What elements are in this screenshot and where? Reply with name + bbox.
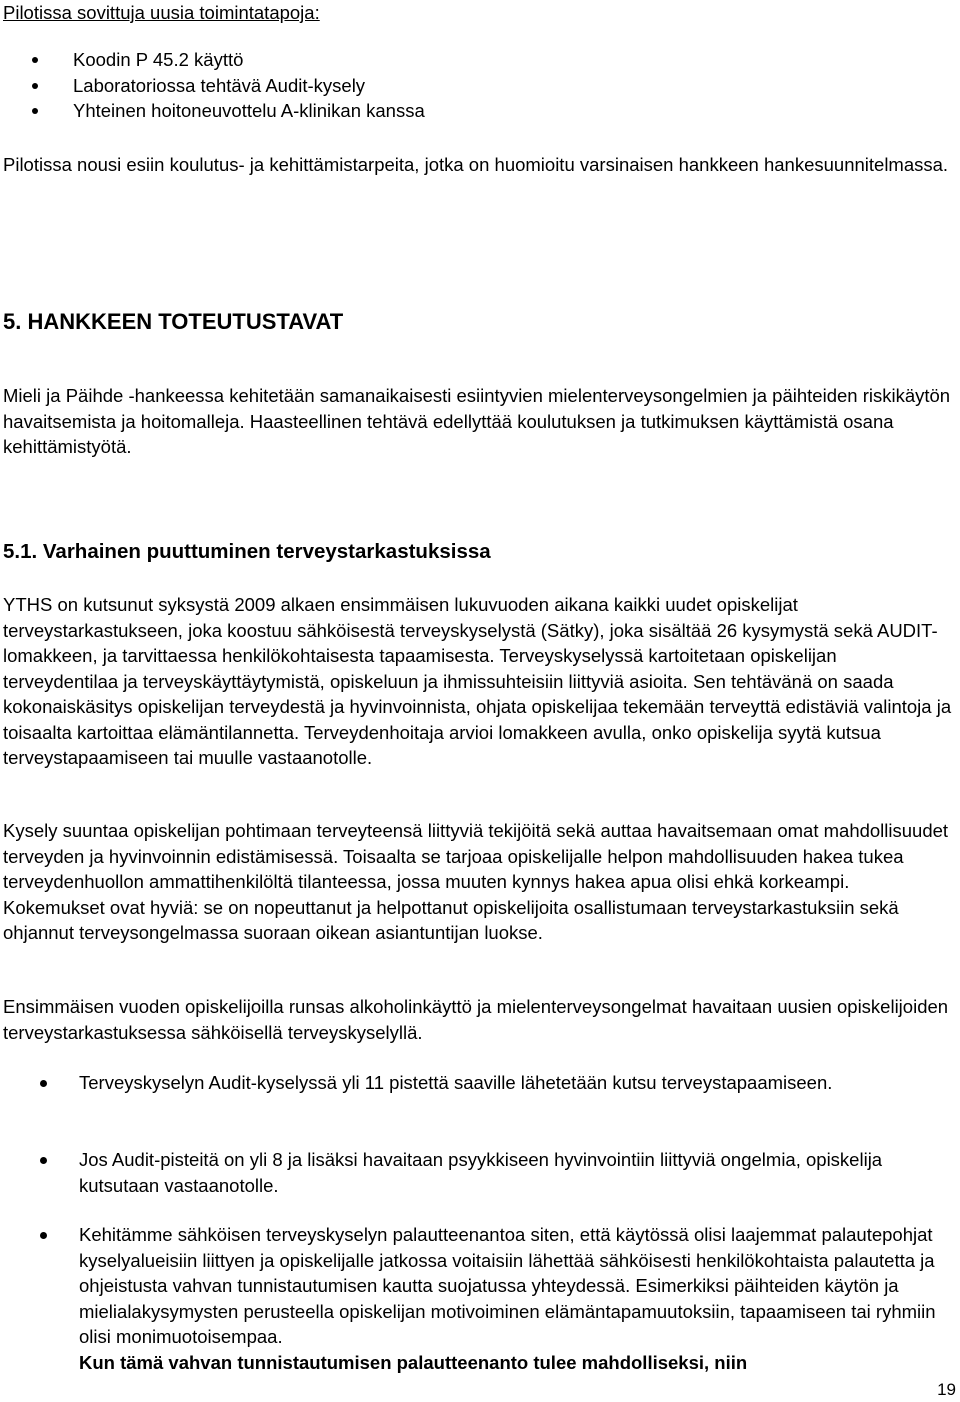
- list-item-text: Terveyskyselyn Audit-kyselyssä yli 11 pistettä saaville lähetetään kutsu terveystapaamiseen.: [79, 1072, 833, 1093]
- bullet-icon: [32, 108, 38, 114]
- list-item: [0, 73, 425, 99]
- list-item: [0, 98, 425, 124]
- bullet-icon: [32, 57, 38, 63]
- list-item-text: Jos Audit-pisteitä on yli 8 ja lisäksi havaitaan psyykkiseen hyvinvointiin liittyviä ongelmia, opiskelija kutsutaan vastaanotolle.: [79, 1149, 883, 1196]
- pilot-list: [0, 47, 425, 124]
- list-item-text: Yhteinen hoitoneuvottelu A-klinikan kanssa: [73, 100, 425, 121]
- pilot-result-paragraph: Pilotissa nousi esiin koulutus- ja kehittämistarpeita, jotka on huomioitu varsinaisen hankkeen hankesuunnitelmassa.: [3, 154, 949, 175]
- list-item-text: Koodin P 45.2 käyttö: [73, 49, 244, 70]
- bullet-icon: [40, 1157, 47, 1164]
- bullet-icon: [40, 1080, 47, 1087]
- page-number: 19: [937, 1380, 956, 1399]
- section-5-1-heading: 5.1. Varhainen puuttuminen terveystarkastuksissa: [3, 540, 491, 563]
- bullet-icon: [40, 1232, 47, 1239]
- yths-paragraph: YTHS on kutsunut syksystä 2009 alkaen ensimmäisen lukuvuoden aikana kaikki uudet opiskelijat terveystarkastukseen, joka koostuu sähköisestä terveyskyselystä (Sätky), joka sisältää 26 kysymystä sekä AUDIT-lomakkeen, ja tarvittaessa henkilökohtaisesta tapaamisesta. Terveyskyselyssä kartoitetaan opiskelijan terveydentilaa ja terveyskäyttäytymistä, opiskeluun ja ihmissuhteisiin liittyviä asioita. Sen tehtävänä on saada kokonaiskäsitys opiskelijan terveydestä ja hyvinvoinnista, ohjata opiskelijaa tekemään terveyttä edistäviä valintoja ja toisaalta kartoittaa elämäntilannetta. Terveydenhoitaja arvioi lomakkeen avulla, onko opiskelija syytä kutsua terveystapaamiseen tai muulle vastaanotolle.: [3, 594, 952, 768]
- list-item-text: Kehitämme sähköisen terveyskyselyn palautteenantoa siten, että käytössä olisi laajemmat palautepohjat kyselyalueisiin liittyen ja opiskelijalle jatkossa voitaisiin lähettää sähköisesti henkilökohtaista palautetta ja ohjeistusta vahvan tunnistautumisen kautta suojatussa yhteydessä. Esimerkiksi päihteiden käytön ja mielialakysymysten perusteella opiskelijan motivoiminen elämäntapamuutoksiin, tapaamiseen tai ryhmiin olisi monimuotoisempaa.: [79, 1224, 936, 1347]
- pilot-heading: Pilotissa sovittuja uusia toimintatapoja:: [3, 2, 320, 23]
- list-item-body: [79, 1222, 955, 1375]
- first-year-paragraph: Ensimmäisen vuoden opiskelijoilla runsas alkoholinkäyttö ja mielenterveysongelmat havaitaan uusien opiskelijoiden terveystarkastuksessa sähköisellä terveyskyselyllä.: [3, 996, 949, 1043]
- list-item: [0, 47, 425, 73]
- section-5-heading: 5. HANKKEEN TOTEUTUSTAVAT: [3, 309, 344, 334]
- list-item-bold-text: Kun tämä vahvan tunnistautumisen palautteenanto tulee mahdolliseksi, niin: [79, 1351, 748, 1373]
- section-5-paragraph: Mieli ja Päihde -hankeessa kehitetään samanaikaisesti esiintyvien mielenterveysongelmien ja päihteiden riskikäytön havaitsemista ja hoitomalleja. Haasteellinen tehtävä edellyttää koulutuksen ja tutkimuksen käyttämistä osana kehittämistyötä.: [3, 385, 951, 457]
- bullet-icon: [32, 83, 38, 89]
- list-item-text: Laboratoriossa tehtävä Audit-kysely: [73, 74, 366, 96]
- kysely-paragraph: Kysely suuntaa opiskelijan pohtimaan terveyteensä liittyviä tekijöitä sekä auttaa havaitsemaan omat mahdollisuudet terveyden ja hyvinvoinnin edistämisessä. Toisaalta se tarjoaa opiskelijalle helpon mahdollisuuden hakea tukea terveydenhuollon ammattihenkilöltä tilanteessa, jossa muuten kynnys hakea apua olisi ehkä korkeampi. Kokemukset ovat hyviä: se on nopeuttanut ja helpottanut opiskelijoita osallistumaan terveystarkastuksiin sekä ohjannut terveysongelmassa suoraan oikean asiantuntijan luokse.: [3, 820, 949, 943]
